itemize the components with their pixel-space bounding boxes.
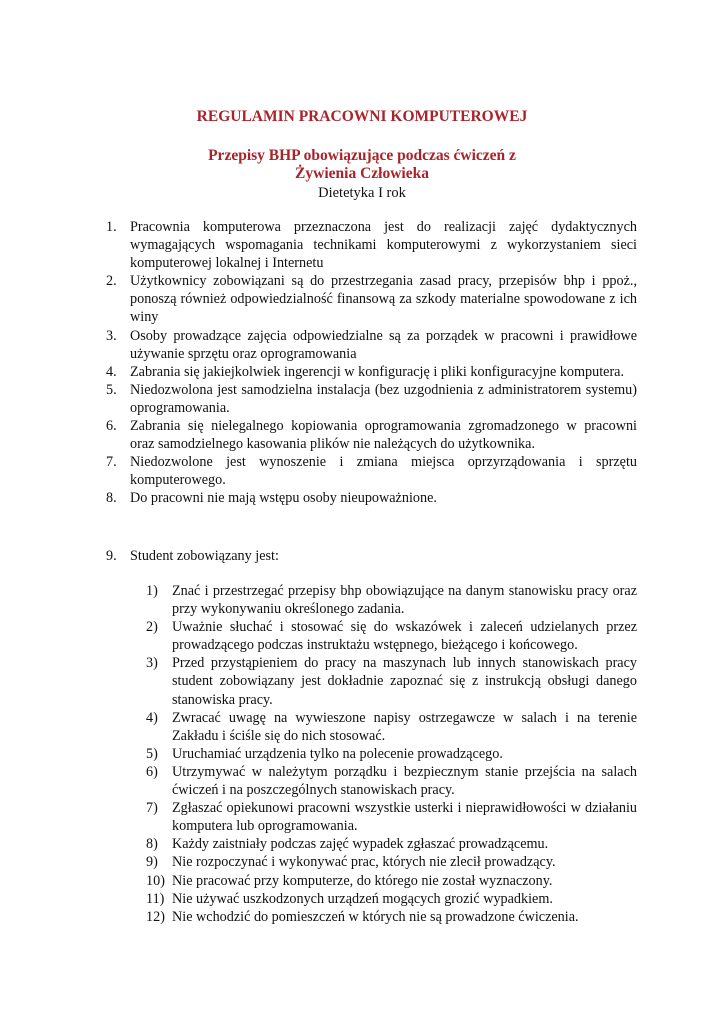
rule-item — [106, 381, 637, 417]
rule-number: 7. — [106, 454, 117, 471]
duty-item — [146, 618, 637, 654]
rule-text: Pracownia komputerowa przeznaczona jest do realizacji zajęć dydaktycznych wymagających wspomagania technikami komputerowymi z wykorzystaniem sieci komputerowej lokalnej i Internetu — [130, 219, 637, 272]
document-title: REGULAMIN PRACOWNI KOMPUTEROWEJ — [196, 108, 528, 125]
rule-text: Do pracowni nie mają wstępu osoby nieupoważnione. — [130, 490, 437, 507]
rule-item — [106, 327, 637, 363]
rule-text: Student zobowiązany jest: — [130, 548, 279, 564]
duty-text: Zwracać uwagę na wywieszone napisy ostrzegawcze w salach i na terenie Zakładu i ściśle się do nich stosować. — [172, 709, 637, 744]
rule-number: 3. — [106, 327, 117, 344]
rule-number: 1. — [106, 219, 117, 235]
duty-text: Zgłaszać opiekunowi pracowni wszystkie usterki i nieprawidłowości w działaniu komputera lub oprogramowania. — [172, 800, 637, 835]
duty-number: 7) — [146, 800, 158, 817]
duty-text: Uważnie słuchać i stosować się do wskazówek i zaleceń udzielanych przez prowadzącego podczas instruktażu wstępnego, bieżącego i końcowego. — [172, 619, 637, 654]
rule-item — [106, 218, 637, 272]
duty-item — [146, 763, 637, 799]
duty-item — [146, 890, 637, 908]
duty-text: Nie używać uszkodzonych urządzeń mogących grozić wypadkiem. — [172, 890, 553, 907]
rule-text: Użytkownicy zobowiązani są do przestrzegania zasad pracy, przepisów bhp i ppoż., ponoszą również odpowiedzialność finansową za szkody materialne spowodowane z ich winy — [130, 273, 637, 326]
duty-number: 5) — [146, 745, 158, 762]
rule-text: Zabrania się jakiejkolwiek ingerencji w konfigurację i pliki konfiguracyjne komputera. — [130, 363, 625, 380]
student-obligations-heading — [106, 547, 279, 565]
duty-text: Znać i przestrzegać przepisy bhp obowiązujące na danym stanowisku pracy oraz przy wykonywaniu określonego zadania. — [172, 583, 637, 618]
rule-item — [106, 489, 637, 507]
heading-line-1: Przepisy BHP obowiązujące podczas ćwiczeń z — [208, 147, 516, 164]
duty-number: 1) — [146, 583, 158, 599]
duty-item — [146, 709, 637, 745]
rule-number: 4. — [106, 363, 117, 380]
duty-item — [146, 654, 637, 708]
document-subtitle: Dietetyka I rok — [318, 185, 406, 201]
rules-list — [106, 218, 637, 508]
duty-text: Uruchamiać urządzenia tylko na polecenie prowadzącego. — [172, 745, 503, 762]
rule-number: 2. — [106, 273, 117, 290]
duty-number: 8) — [146, 836, 158, 853]
duty-number: 4) — [146, 709, 158, 726]
rule-text: Osoby prowadzące zajęcia odpowiedzialne są za porządek w pracowni i prawidłowe używanie sprzętu oraz oprogramowania — [130, 327, 637, 362]
duty-item — [146, 799, 637, 835]
rule-text: Zabrania się nielegalnego kopiowania oprogramowania zgromadzonego w pracowni oraz samodzielnego kasowania plików nie należących do użytkownika. — [130, 418, 637, 453]
rule-text: Niedozwolona jest samodzielna instalacja (bez uzgodnienia z administratorem systemu) oprogramowania. — [130, 381, 637, 416]
rule-number: 9. — [106, 548, 117, 564]
rule-item — [106, 272, 637, 326]
duty-text: Przed przystąpieniem do pracy na maszynach lub innych stanowiskach pracy student zobowiązany jest dokładnie zapoznać się z instrukcją obsługi danego stanowiska pracy. — [172, 655, 637, 708]
duty-number: 10) — [146, 872, 165, 889]
rule-text: Niedozwolone jest wynoszenie i zmiana miejsca oprzyrządowania i sprzętu komputerowego. — [130, 454, 637, 489]
rule-item — [106, 417, 637, 453]
duty-text: Nie rozpoczynać i wykonywać prac, których nie zlecił prowadzący. — [172, 854, 556, 871]
duty-text: Utrzymywać w należytym porządku i bezpiecznym stanie przejścia na salach ćwiczeń i na poszczególnych stanowiskach pracy. — [172, 763, 637, 799]
rule-number: 6. — [106, 418, 117, 435]
rule-number: 8. — [106, 490, 117, 507]
rule-number: 5. — [106, 381, 117, 398]
duty-number: 9) — [146, 854, 158, 871]
duty-text: Nie wchodzić do pomieszczeń w których nie są prowadzone ćwiczenia. — [172, 908, 579, 925]
duty-item — [146, 908, 637, 926]
duty-text: Nie pracować przy komputerze, do którego nie został wyznaczony. — [172, 872, 553, 889]
rule-item — [106, 453, 637, 489]
duty-number: 11) — [146, 890, 165, 907]
rule-item — [106, 363, 637, 381]
duty-item — [146, 835, 637, 853]
heading-line-2: Żywienia Człowieka — [295, 165, 429, 182]
duties-list — [146, 582, 637, 926]
duty-number: 12) — [146, 908, 165, 925]
duty-number: 2) — [146, 619, 158, 636]
duty-item — [146, 582, 637, 618]
duty-number: 3) — [146, 655, 158, 672]
duty-number: 6) — [146, 763, 158, 780]
duty-text: Każdy zaistniały podczas zajęć wypadek zgłaszać prowadzącemu. — [172, 836, 549, 853]
duty-item — [146, 872, 637, 890]
duty-item — [146, 745, 637, 763]
duty-item — [146, 853, 637, 871]
